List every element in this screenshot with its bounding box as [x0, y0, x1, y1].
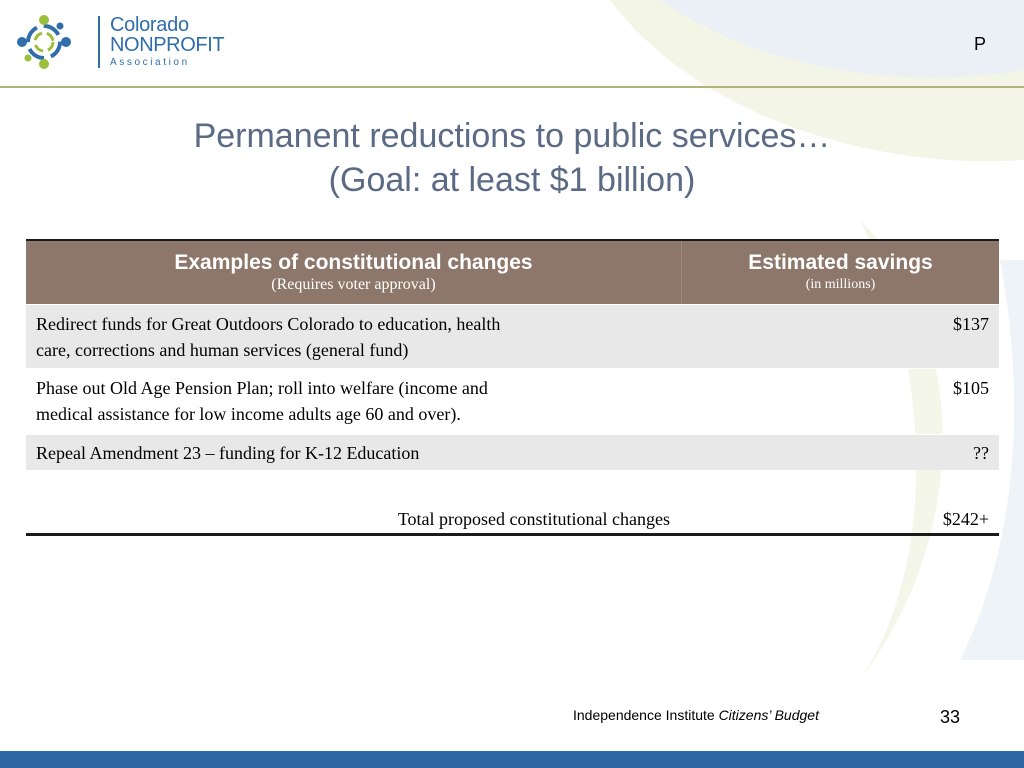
slide-title-line2: (Goal: at least $1 billion) — [328, 161, 696, 199]
column-header-changes-note: (Requires voter approval) — [271, 276, 436, 293]
column-header-changes-title: Examples of constitutional changes — [174, 251, 533, 274]
total-value: $242+ — [942, 509, 989, 529]
bottom-brand-bar — [0, 751, 1024, 768]
table-header — [26, 239, 999, 304]
change-description — [26, 311, 682, 368]
logo-text-association: Association — [110, 57, 190, 68]
table-row — [26, 434, 999, 470]
savings-value: $137 — [953, 314, 989, 334]
change-description — [26, 440, 682, 470]
column-header-savings — [682, 241, 999, 304]
logo-text-colorado: Colorado — [110, 14, 189, 36]
savings-value: ?? — [973, 443, 989, 463]
corner-letter: P — [974, 34, 987, 54]
circle-of-people-logo-icon — [16, 14, 72, 70]
organization-logo — [16, 12, 226, 72]
constitutional-changes-table — [26, 239, 999, 536]
table-total-row — [26, 470, 999, 536]
column-header-savings-title: Estimated savings — [748, 251, 933, 274]
table-row — [26, 368, 999, 434]
savings-value: $105 — [953, 378, 989, 398]
slide-title — [0, 114, 1024, 202]
change-description-line: medical assistance for low income adults age 60 and over). — [36, 404, 461, 424]
logo-text-nonprofit: NONPROFIT — [110, 34, 225, 56]
change-description — [26, 375, 682, 434]
column-header-changes — [26, 241, 682, 304]
change-description-line: Repeal Amendment 23 – funding for K-12 Education — [36, 443, 420, 463]
footer-source — [573, 707, 819, 723]
total-label: Total proposed constitutional changes — [397, 509, 670, 529]
change-description-line: Redirect funds for Great Outdoors Colorado to education, health — [36, 314, 501, 334]
footer-source-publisher: Independence Institute — [573, 707, 715, 723]
page-number: 33 — [940, 707, 961, 727]
change-description-line: care, corrections and human services (general fund) — [36, 340, 409, 360]
table-row — [26, 304, 999, 368]
change-description-line: Phase out Old Age Pension Plan; roll into welfare (income and — [36, 378, 488, 398]
logo-divider — [98, 16, 100, 68]
slide-title-line1: Permanent reductions to public services… — [193, 117, 831, 155]
column-header-savings-note: (in millions) — [805, 277, 876, 292]
footer-source-publication: Citizens’ Budget — [718, 707, 819, 723]
header-rule — [0, 86, 1024, 88]
